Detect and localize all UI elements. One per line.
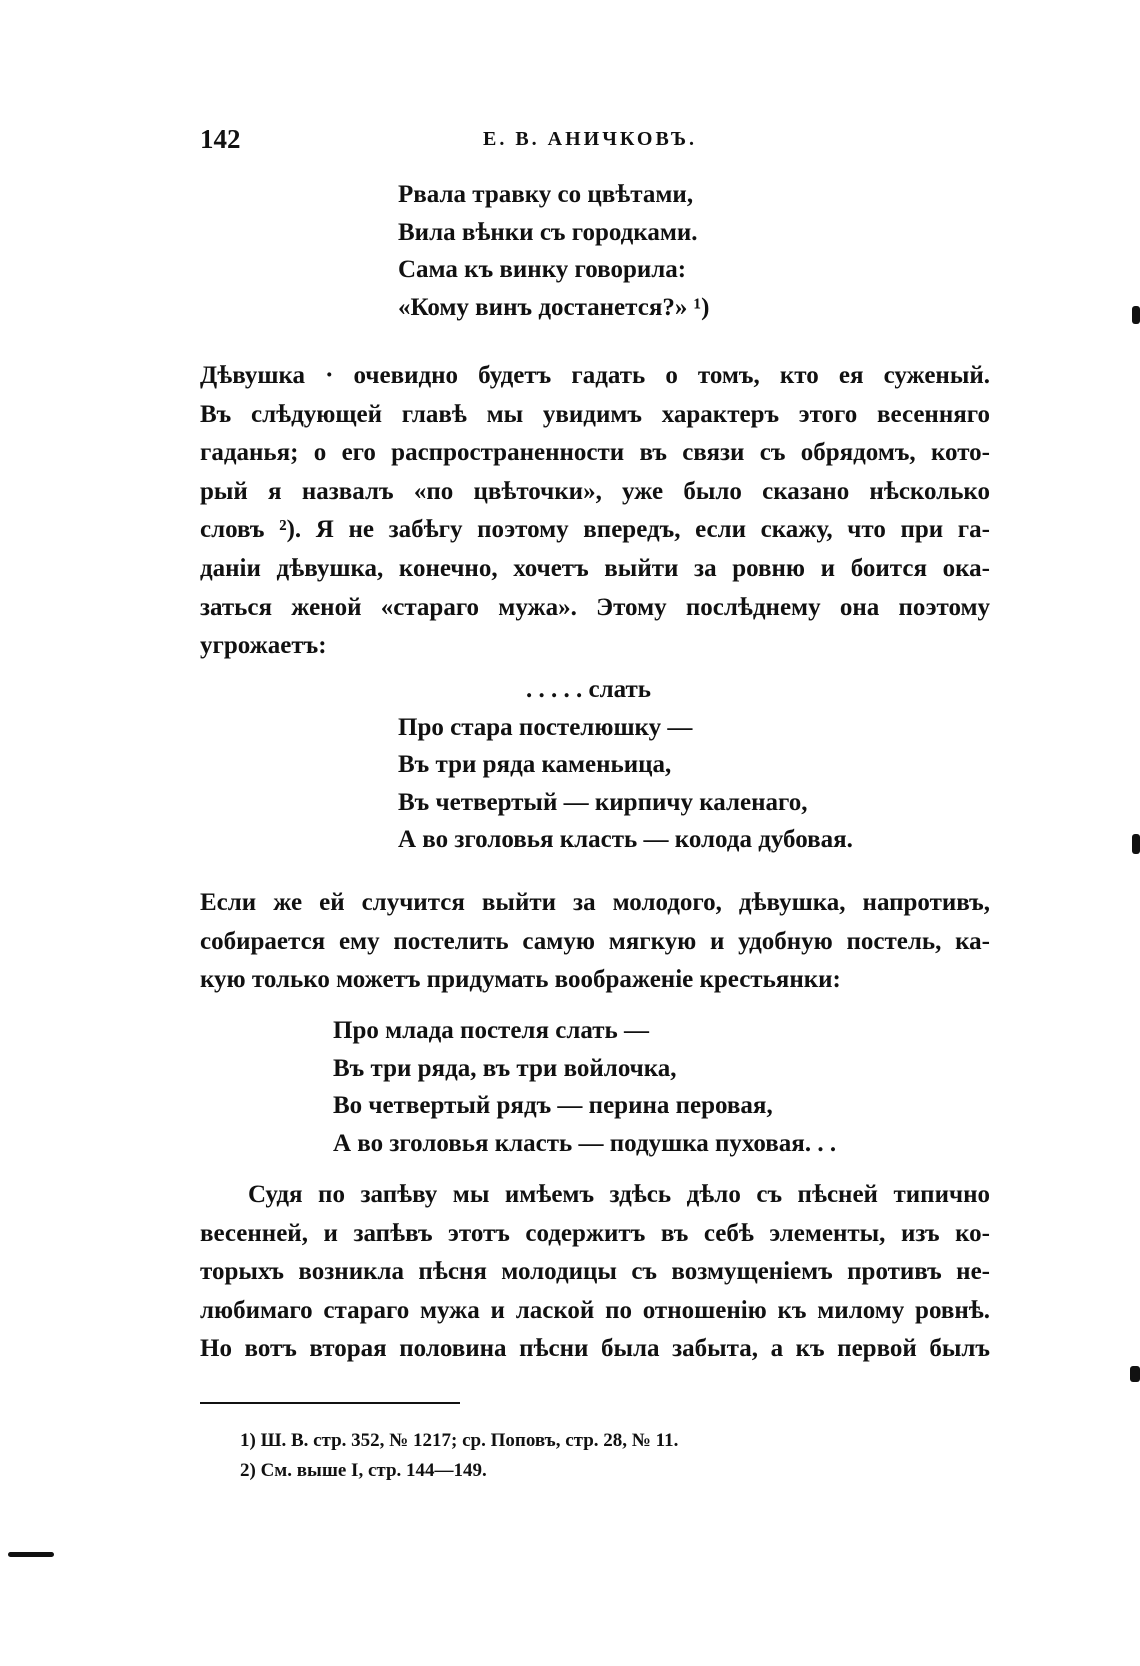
text-line: Въ слѣдующей главѣ мы увидимъ характеръ этого весенняго bbox=[200, 400, 990, 428]
verse-line: Въ четвертый — кирпичу каленаго, bbox=[398, 788, 808, 816]
footnote-1: 1) Ш. В. стр. 352, № 1217; ср. Поповъ, стр. 28, № 11. bbox=[240, 1430, 679, 1451]
verse-line: А во зголовья класть — подушка пуховая. . . bbox=[333, 1129, 837, 1157]
text-line: словъ ²). Я не забѣгу поэтому впередъ, если скажу, что при га- bbox=[200, 516, 990, 544]
paragraph-3 bbox=[200, 1176, 990, 1369]
scan-edge-mark bbox=[1130, 1366, 1140, 1382]
footnotes bbox=[240, 1426, 678, 1486]
verse-line: Про стара постелюшку — bbox=[398, 713, 693, 741]
verse-line: Сама къ винку говорила: bbox=[398, 256, 687, 283]
verse-line: Рвала травку со цвѣтами, bbox=[398, 181, 694, 208]
verse-line: Во четвертый рядъ — перина перовая, bbox=[333, 1092, 773, 1119]
verse-line: «Кому винъ достанется?» ¹) bbox=[398, 293, 710, 321]
text-line: кую только можетъ придумать воображеніе крестьянки: bbox=[200, 966, 841, 994]
paragraph-1 bbox=[200, 357, 990, 666]
text-line: торыхъ возникла пѣсня молодицы съ возмущеніемъ противъ не- bbox=[200, 1258, 990, 1286]
verse-line: А во зголовья класть — колода дубовая. bbox=[398, 826, 853, 853]
scan-edge-mark bbox=[8, 1552, 54, 1557]
verse-block-3 bbox=[333, 1012, 836, 1162]
text-line: собирается ему постелить самую мягкую и удобную постель, ка- bbox=[200, 927, 990, 955]
scan-edge-mark bbox=[1132, 306, 1140, 324]
running-head: Е. В. АНИЧКОВЪ. bbox=[483, 128, 698, 150]
text-line: угрожаетъ: bbox=[200, 632, 327, 660]
text-line: заться женой «стараго мужа». Этому послѣднему она поэтому bbox=[200, 593, 990, 621]
text-line: весенней, и запѣвъ этотъ содержитъ въ себѣ элементы, изъ ко- bbox=[200, 1219, 990, 1247]
verse-block-2 bbox=[398, 671, 853, 859]
text-line: любимаго стараго мужа и лаской по отношенію къ милому ровнѣ. bbox=[200, 1296, 990, 1324]
footnote-rule bbox=[200, 1402, 460, 1404]
scan-edge-mark bbox=[1132, 834, 1140, 854]
verse-block-1 bbox=[398, 176, 709, 326]
page-number: 142 bbox=[200, 124, 241, 154]
text-line: Но вотъ вторая половина пѣсни была забыта, а къ первой былъ bbox=[200, 1335, 990, 1363]
paragraph-2 bbox=[200, 884, 990, 1000]
text-line: даніи дѣвушка, конечно, хочетъ выйти за ровню и боится ока- bbox=[200, 554, 990, 582]
text-line: гаданья; о его распространенности въ связи съ обрядомъ, кото- bbox=[200, 439, 990, 467]
text-line: Если же ей случится выйти за молодого, дѣвушка, напротивъ, bbox=[200, 889, 990, 916]
verse-line: Въ три ряда, въ три войлочка, bbox=[333, 1054, 677, 1082]
footnote-2: 2) См. выше I, стр. 144—149. bbox=[240, 1460, 487, 1481]
page-header bbox=[200, 124, 990, 160]
verse-line: Вила вѣнки съ городками. bbox=[398, 218, 698, 246]
text-line: рый я назвалъ «по цвѣточки», уже было сказано нѣсколько bbox=[200, 477, 990, 505]
text-line: Судя по запѣву мы имѣемъ здѣсь дѣло съ пѣсней типично bbox=[248, 1181, 990, 1208]
verse-line: Про млада постеля слать — bbox=[333, 1017, 649, 1044]
verse-line: Въ три ряда каменьица, bbox=[398, 751, 672, 778]
verse-line: . . . . . слать bbox=[526, 676, 651, 703]
text-line: Дѣвушка · очевидно будетъ гадать о томъ, кто ея суженый. bbox=[200, 362, 990, 389]
